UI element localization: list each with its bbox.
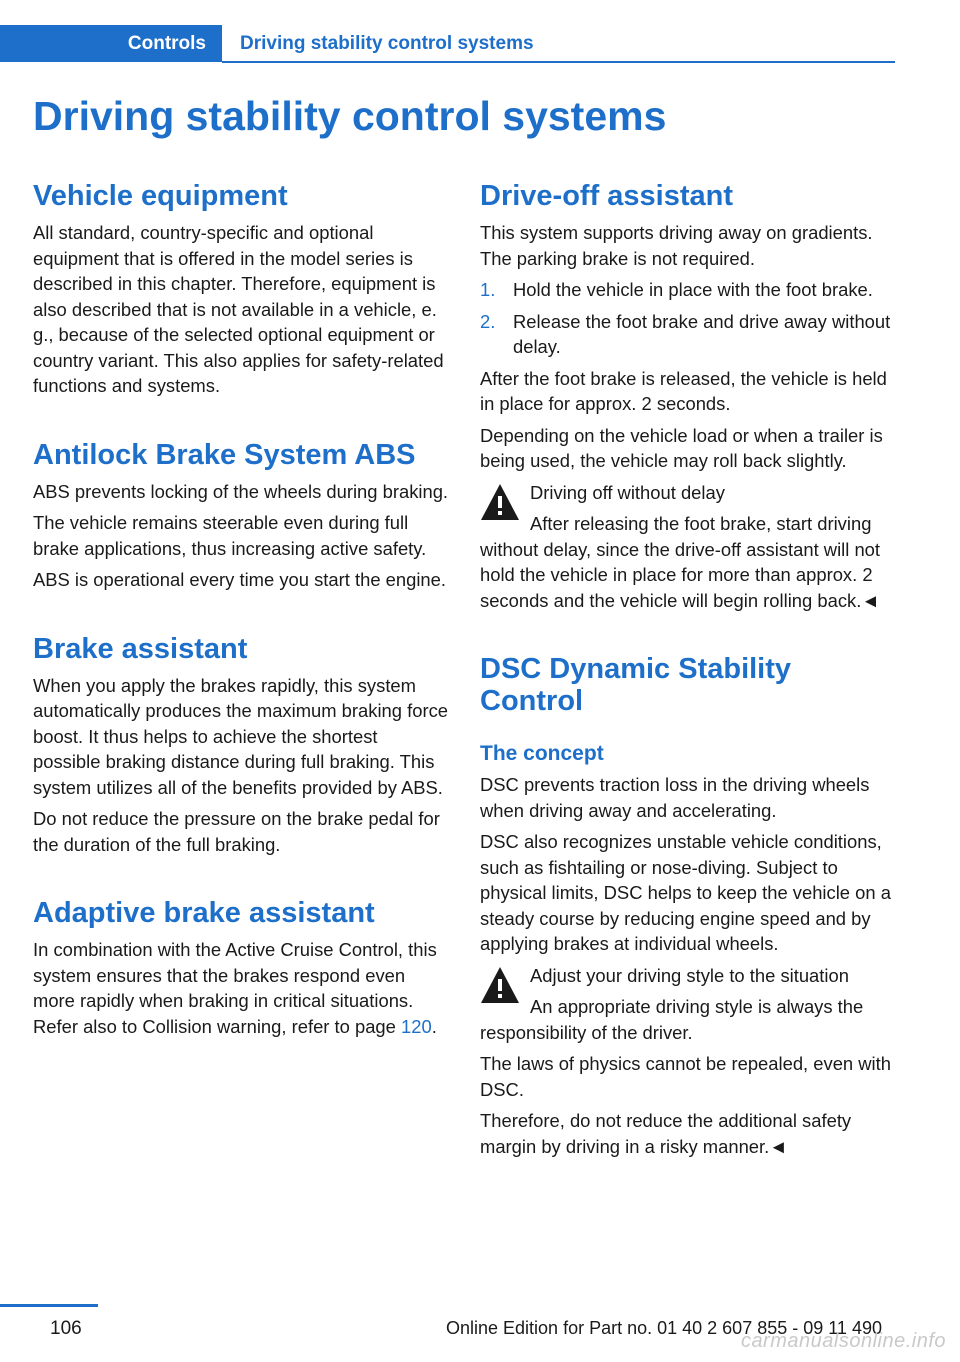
heading-adaptive-brake-assistant: Adaptive brake assistant: [33, 897, 375, 929]
footer-rule: [0, 1304, 98, 1307]
list-item: [480, 309, 896, 360]
page-title: Driving stability control systems: [33, 93, 667, 139]
page-link[interactable]: 120: [401, 1015, 432, 1037]
warning-text: After releasing the foot brake, start driving without delay, since the drive-off assistant will not hold the vehicle in place for more than approx. 2 seconds and the vehicle will begin rolling back.◄: [480, 513, 881, 611]
page-number: 106: [50, 1318, 82, 1339]
section-tab-label: Controls: [127, 32, 206, 54]
section-tab[interactable]: [0, 25, 222, 62]
paragraph: Depending on the vehicle load or when a trailer is being used, the vehicle may roll back slightly.: [480, 424, 883, 471]
warning-heading: Adjust your driving style to the situation: [530, 964, 849, 986]
heading-drive-off-assistant: Drive-off assistant: [480, 180, 734, 212]
heading-vehicle-equipment: Vehicle equipment: [33, 180, 288, 212]
paragraph-end: .: [431, 1015, 437, 1037]
heading-dsc: DSC Dynamic Stability Control: [480, 653, 792, 717]
section-abs: [33, 439, 449, 593]
right-column: [480, 180, 896, 1165]
paragraph: [33, 937, 449, 1039]
section-adaptive-brake-assistant: [33, 897, 449, 1039]
section-vehicle-equipment: [33, 180, 449, 399]
step-text: Release the foot brake and drive away without delay.: [513, 310, 891, 357]
paragraph: All standard, country-specific and optional equipment that is offered in the model series is described in this chapter. Therefore, equipment is also described that is not available in a vehicle, e. g., because of the selected optional equipment or country variant. This also applies for safety-related functions and systems.: [33, 222, 444, 396]
warning-block: [480, 963, 896, 1046]
paragraph: DSC prevents traction loss in the driving wheels when driving away and accelerating.: [480, 774, 870, 821]
paragraph: When you apply the brakes rapidly, this system automatically produces the maximum braking force boost. It thus helps to achieve the shortest possible braking distance during full braking. This system utilizes all of the benefits provided by ABS.: [33, 674, 448, 798]
paragraph: The vehicle remains steerable even during full brake applications, thus increasing active safety.: [33, 512, 427, 559]
paragraph: After the foot brake is released, the vehicle is held in place for approx. 2 seconds.: [480, 367, 887, 414]
section-drive-off-assistant: [480, 180, 896, 613]
heading-abs: Antilock Brake System ABS: [33, 438, 416, 471]
warning-heading: Driving off without delay: [530, 481, 725, 503]
paragraph-text: In combination with the Active Cruise Control, this system ensures that the brakes respond even more rapidly when braking in critical situations. Refer also to Collision warning, refer to page: [33, 939, 437, 1037]
step-text: Hold the vehicle in place with the foot brake.: [513, 279, 873, 300]
warning-text: An appropriate driving style is always the responsibility of the driver.: [480, 996, 864, 1043]
list-item: [480, 277, 896, 303]
paragraph: Therefore, do not reduce the additional safety margin by driving in a risky manner.◄: [480, 1110, 852, 1157]
warning-triangle-icon: [480, 966, 520, 1004]
paragraph: ABS prevents locking of the wheels during braking.: [33, 480, 449, 502]
paragraph: ABS is operational every time you start the engine.: [33, 569, 446, 590]
heading-the-concept: The concept: [480, 742, 604, 765]
paragraph: This system supports driving away on gradients. The parking brake is not required.: [480, 222, 873, 269]
header-rule: [222, 61, 895, 63]
heading-brake-assistant: Brake assistant: [33, 632, 248, 665]
paragraph: Do not reduce the pressure on the brake pedal for the duration of the full braking.: [33, 808, 440, 855]
warning-block: [480, 480, 896, 614]
section-brake-assistant: [33, 633, 449, 858]
watermark: carmanualsonline.info: [740, 1330, 946, 1352]
paragraph: The laws of physics cannot be repealed, even with DSC.: [480, 1053, 891, 1100]
step-number: 1.: [480, 279, 496, 300]
step-number: 2.: [480, 310, 496, 332]
section-dsc: [480, 653, 896, 1159]
steps-list: [480, 277, 896, 360]
left-column: [33, 180, 449, 1045]
header-title: Driving stability control systems: [240, 33, 534, 54]
paragraph: DSC also recognizes unstable vehicle conditions, such as fishtailing or nose-diving. Subject to physical limits, DSC helps to keep the vehicle on a steady course by reducing engine speed and by applying brakes at individual wheels.: [480, 831, 891, 954]
warning-triangle-icon: [480, 483, 520, 521]
edition-note: Online Edition for Part no. 01 40 2 607 855 - 09 11 490: [446, 1318, 882, 1338]
